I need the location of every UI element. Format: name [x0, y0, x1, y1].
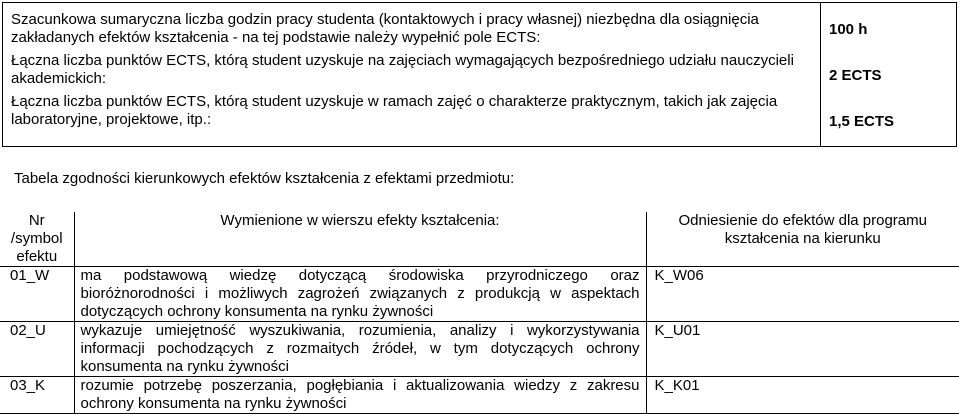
effect-symbol: 02_U — [0, 322, 74, 377]
effect-symbol: 03_K — [0, 377, 74, 414]
ects-direct-label: Łączna liczba punktów ECTS, którą student uzyskuje na zajęciach wymagających bezpośredniego udziału nauczycieli akademickich: — [11, 52, 794, 87]
header-description: Wymienione w wierszu efekty kształcenia: — [74, 212, 646, 267]
effect-description: ma podstawową wiedzę dotyczącą środowiska przyrodniczego oraz bioróżnorodności i możliwych zagrożeń związanych z produkcją w aspektach dotyczących ochrony konsumenta na rynku żywności — [74, 267, 646, 322]
effect-reference: K_K01 — [646, 377, 959, 414]
ects-row — [3, 3, 957, 147]
effect-reference: K_W06 — [646, 267, 959, 322]
practical-ects-value: 1,5 ECTS — [829, 113, 895, 130]
ects-intro-text: Szacunkowa sumaryczna liczba godzin pracy studenta (kontaktowych i pracy własnej) niezbędna dla osiągnięcia zakładanych efektów kształcenia - na tej podstawie należy wypełnić pole ECTS: — [11, 11, 759, 46]
direct-ects-value: 2 ECTS — [829, 67, 882, 84]
effects-table — [0, 212, 959, 414]
ects-table — [2, 2, 957, 147]
ects-values-cell — [821, 3, 957, 147]
hours-value: 100 h — [829, 21, 868, 38]
effects-caption: Tabela zgodności kierunkowych efektów kształcenia z efektami przedmiotu: — [14, 170, 515, 187]
effect-symbol: 01_W — [0, 267, 74, 322]
header-symbol: Nr /symbol efektu — [10, 212, 63, 265]
ects-labels-cell — [3, 3, 821, 147]
table-row — [0, 377, 959, 414]
table-row — [0, 322, 959, 377]
effect-description: wykazuje umiejętność wyszukiwania, rozumienia, analizy i wykorzystywania informacji pochodzących z rozmaitych źródeł, w tym dotyczących ochrony konsumenta na rynku żywności — [74, 322, 646, 377]
effects-header-row — [0, 212, 959, 267]
header-reference: Odniesienie do efektów dla programu kształcenia na kierunku — [678, 212, 927, 247]
table-row — [0, 267, 959, 322]
effect-reference: K_U01 — [646, 322, 959, 377]
effect-description: rozumie potrzebę poszerzania, pogłębiania i aktualizowania wiedzy z zakresu ochrony konsumenta na rynku żywności — [74, 377, 646, 414]
ects-practical-label: Łączna liczba punktów ECTS, którą student uzyskuje w ramach zajęć o charakterze praktycznym, takich jak zajęcia laboratoryjne, projektowe, itp.: — [11, 93, 778, 128]
